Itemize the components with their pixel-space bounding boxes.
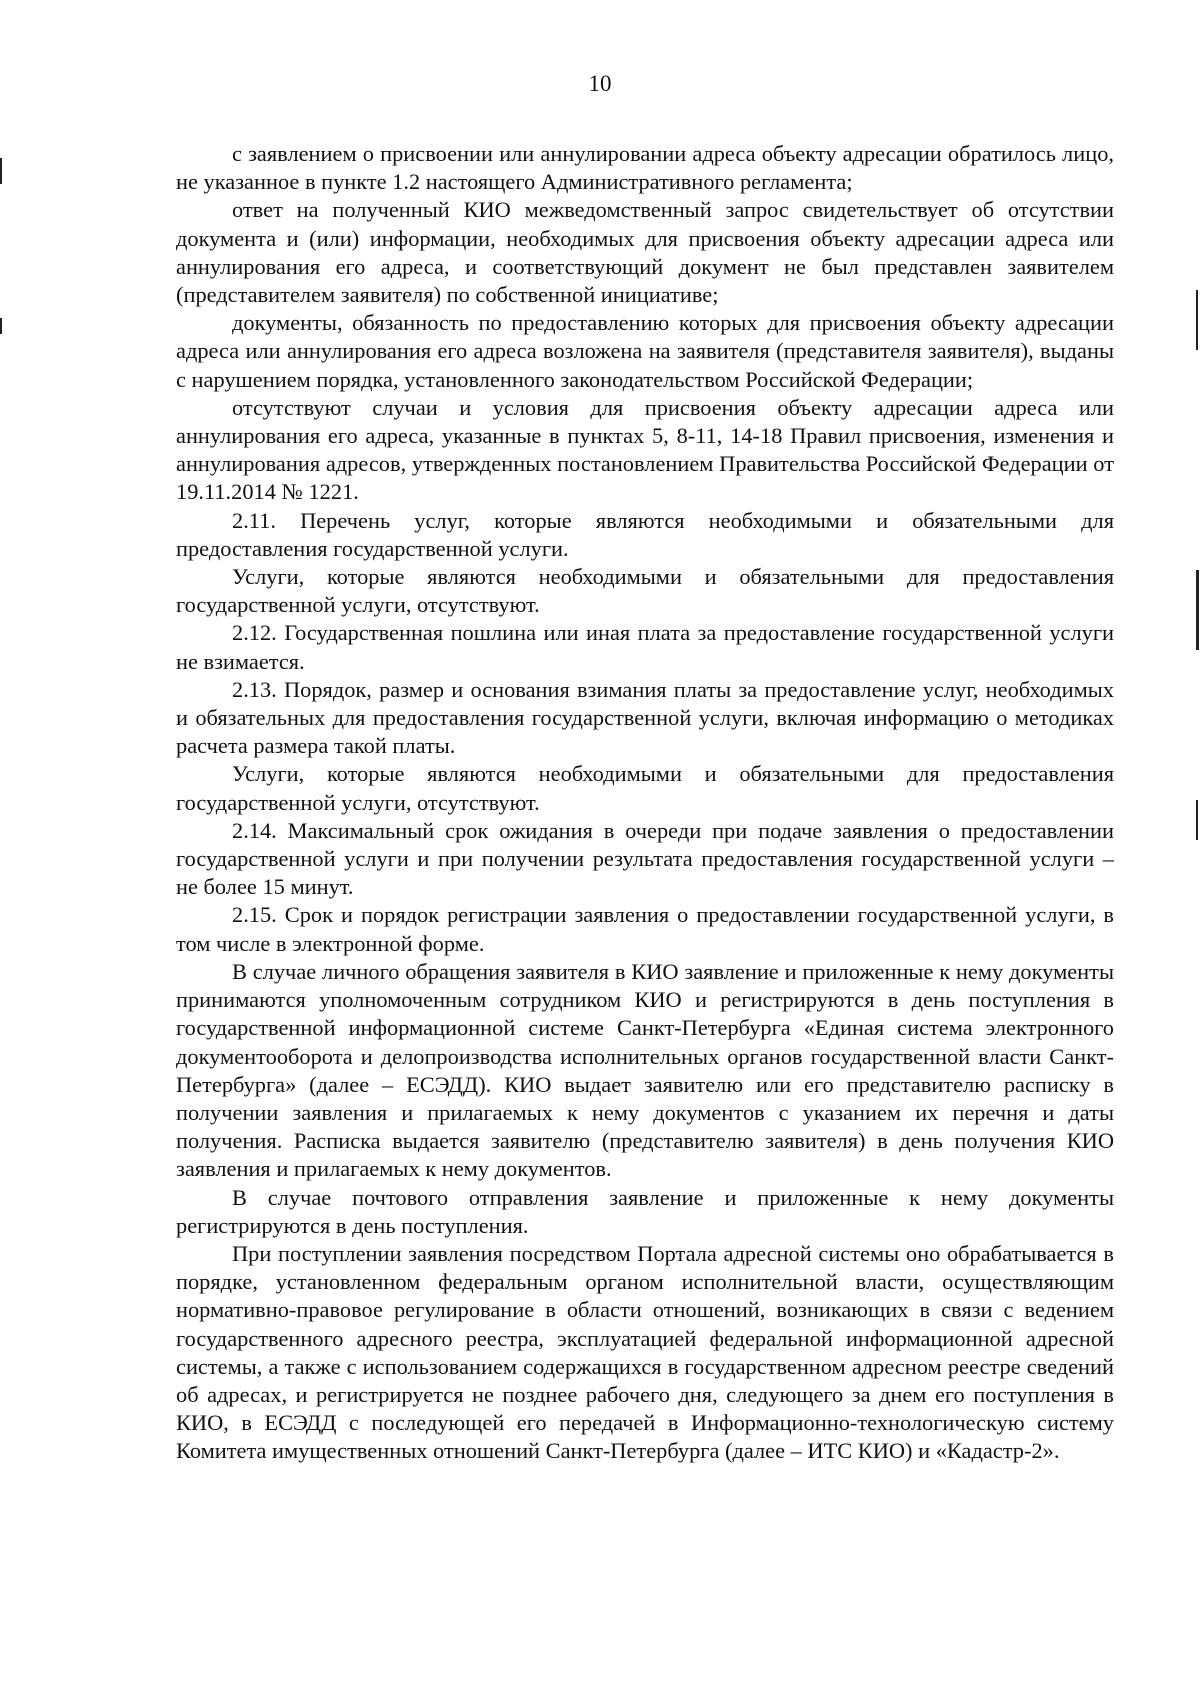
paragraph: отсутствуют случаи и условия для присвоения объекту адресации адреса или аннулирования его адреса, указанные в пунктах 5, 8-11, 14-18 Правил присвоения, изменения и аннулирования адресов, утвержденных постановлением Правительства Российской Федерации от 19.11.2014 № 1221. — [176, 394, 1114, 505]
paragraph: документы, обязанность по предоставлению которых для присвоения объекту адресации адреса или аннулирования его адреса возложена на заявителя (представителя заявителя), выданы с нарушением порядка, установленного законодательством Российской Федерации; — [176, 310, 1114, 392]
paragraph-section-2-12: 2.12. Государственная пошлина или иная плата за предоставление государственной услуги не взимается. — [176, 620, 1114, 674]
paragraph: Услуги, которые являются необходимыми и обязательными для предоставления государственной услуги, отсутствуют. — [176, 761, 1114, 815]
paragraph: В случае почтового отправления заявление и приложенные к нему документы регистрируются в день поступления. — [176, 1184, 1114, 1238]
paragraph: с заявлением о присвоении или аннулировании адреса объекту адресации обратилось лицо, не указанное в пункте 1.2 настоящего Административного регламента; — [176, 141, 1114, 195]
scan-mark-right-top — [1196, 290, 1198, 350]
paragraph-section-2-11: 2.11. Перечень услуг, которые являются необходимыми и обязательными для предоставления государственной услуги. — [176, 507, 1114, 561]
page-number: 10 — [588, 71, 612, 96]
document-body — [176, 140, 1114, 1466]
paragraph: Услуги, которые являются необходимыми и обязательными для предоставления государственной услуги, отсутствуют. — [176, 564, 1114, 618]
scan-mark-right-low — [1196, 800, 1198, 840]
paragraph-section-2-14: 2.14. Максимальный срок ожидания в очереди при подаче заявления о предоставлении государственной услуги и при получении результата предоставления государственной услуги – не более 15 минут. — [176, 817, 1114, 900]
scan-mark-left-mid — [0, 318, 2, 334]
scan-mark-left-top — [0, 158, 2, 184]
paragraph-section-2-13: 2.13. Порядок, размер и основания взимания платы за предоставление услуг, необходимых и обязательных для предоставления государственной услуги, включая информацию о методиках расчета размера такой платы. — [176, 676, 1114, 759]
scan-mark-right-mid — [1196, 570, 1199, 650]
paragraph: В случае личного обращения заявителя в КИО заявление и приложенные к нему документы принимаются уполномоченным сотрудником КИО и регистрируются в день поступления в государственной информационной системе Санкт-Петербурга «Единая система электронного документооборота и делопроизводства исполнительных органов государственной власти Санкт-Петербурга» (далее – ЕСЭДД). КИО выдает заявителю или его представителю расписку в получении заявления и прилагаемых к нему документов с указанием их перечня и даты получения. Расписка выдается заявителю (представителю заявителя) в день получения КИО заявления и прилагаемых к нему документов. — [176, 958, 1114, 1182]
paragraph: При поступлении заявления посредством Портала адресной системы оно обрабатывается в порядке, установленном федеральным органом исполнительной власти, осуществляющим нормативно-правовое регулирование в области отношений, возникающих в связи с ведением государственного адресного реестра, эксплуатацией федеральной информационной адресной системы, а также с использованием содержащихся в государственном адресном реестре сведений об адресах, и регистрируется не позднее рабочего дня, следующего за днем его поступления в КИО, в ЕСЭДД с последующей его передачей в Информационно-технологическую систему Комитета имущественных отношений Санкт-Петербурга (далее – ИТС КИО) и «Кадастр-2». — [176, 1240, 1114, 1464]
paragraph-section-2-15: 2.15. Срок и порядок регистрации заявления о предоставлении государственной услуги, в том числе в электронной форме. — [176, 902, 1114, 956]
paragraph: ответ на полученный КИО межведомственный запрос свидетельствует об отсутствии документа и (или) информации, необходимых для присвоения объекту адресации адреса или аннулирования его адреса, и соответствующий документ не был представлен заявителем (представителем заявителя) по собственной инициативе; — [176, 197, 1114, 308]
